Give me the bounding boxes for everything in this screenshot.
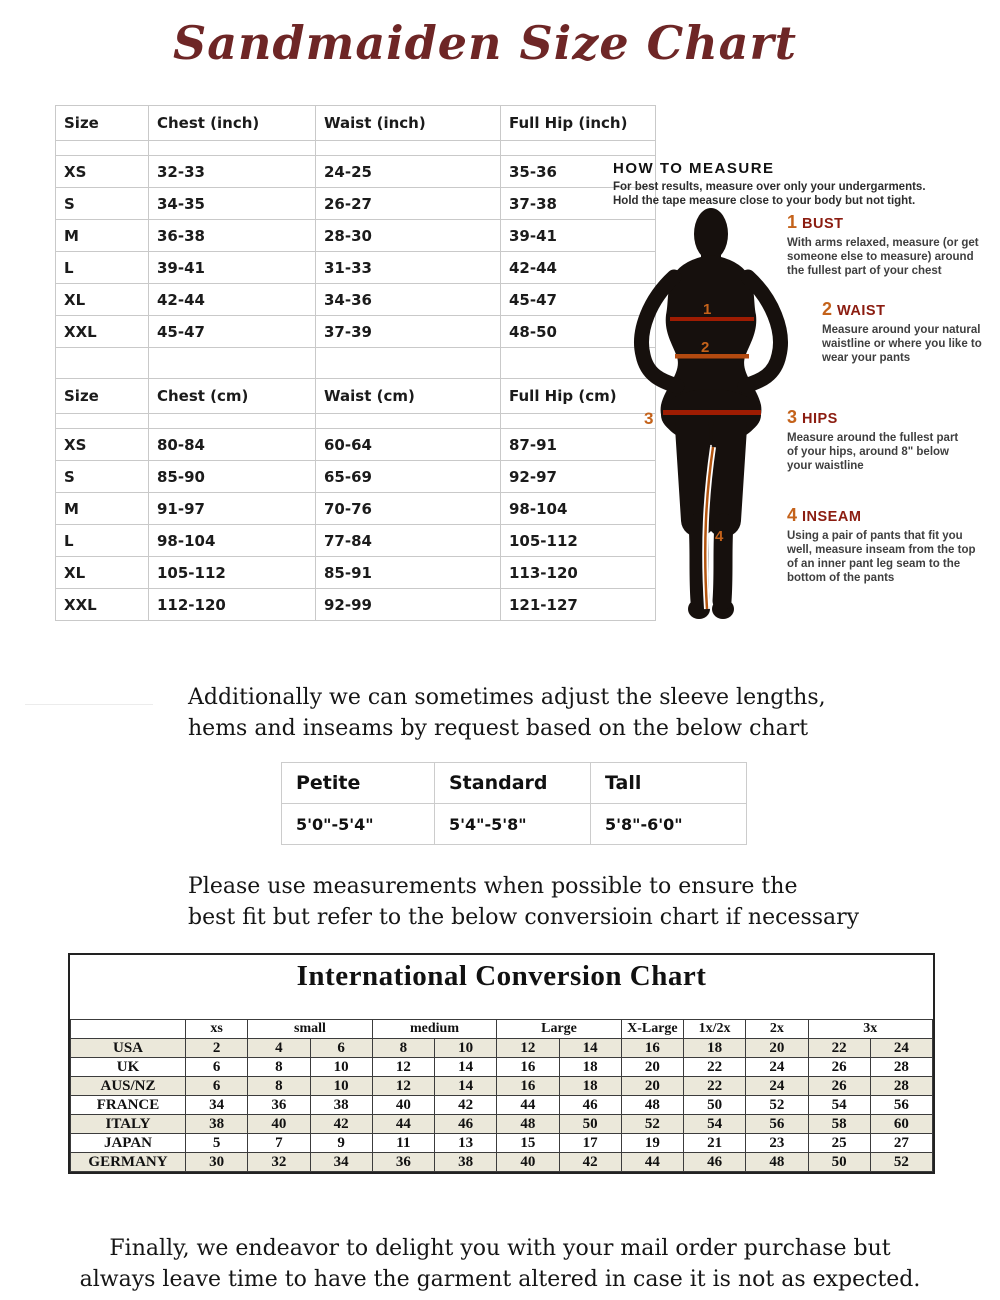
size-cell: 30 <box>186 1153 248 1172</box>
size-cell: 16 <box>497 1077 559 1096</box>
height-value-standard: 5'4"-5'8" <box>435 804 591 845</box>
step-label: BUST <box>802 216 844 232</box>
table-cell: 28-30 <box>316 220 501 252</box>
height-header-row <box>282 763 747 804</box>
country-cell: ITALY <box>71 1115 186 1134</box>
size-cell: 13 <box>435 1134 497 1153</box>
table-cell: 31-33 <box>316 252 501 284</box>
size-cell: 7 <box>248 1134 310 1153</box>
size-cell: 42 <box>435 1096 497 1115</box>
size-cell: 44 <box>497 1096 559 1115</box>
size-spacer-row <box>56 414 656 429</box>
size-data-row <box>56 252 656 284</box>
size-data-row <box>56 461 656 493</box>
size-data-row <box>56 429 656 461</box>
country-cell: JAPAN <box>71 1134 186 1153</box>
table-cell: M <box>56 220 149 252</box>
table-cell <box>316 348 501 379</box>
size-group-header: 1x/2x <box>684 1020 746 1039</box>
table-cell <box>149 414 316 429</box>
size-cell: 2 <box>186 1039 248 1058</box>
conversion-chart-title: International Conversion Chart <box>296 960 707 992</box>
size-cell: 38 <box>435 1153 497 1172</box>
size-cell: 48 <box>746 1153 808 1172</box>
step-text: With arms relaxed, measure (or get someone else to measure) around the fullest part of your chest <box>787 237 979 277</box>
height-value-petite: 5'0"-5'4" <box>282 804 435 845</box>
adjustment-note-line-1: Additionally we can sometimes adjust the sleeve lengths, <box>188 685 826 710</box>
size-data-row <box>56 493 656 525</box>
table-cell: L <box>56 525 149 557</box>
size-cell: 54 <box>684 1115 746 1134</box>
size-cell: 25 <box>808 1134 870 1153</box>
size-cell: 19 <box>621 1134 683 1153</box>
size-group-header: 3x <box>808 1020 933 1039</box>
figure-marker-hips: 3 <box>644 409 654 428</box>
table-cell: 87-91 <box>501 429 656 461</box>
size-group-header: Large <box>497 1020 622 1039</box>
waist-line <box>675 354 749 359</box>
size-cell: 52 <box>870 1153 932 1172</box>
step-number: 4 <box>787 505 803 525</box>
size-cell: 15 <box>497 1134 559 1153</box>
measure-step-bust <box>787 213 992 278</box>
table-cell: 26-27 <box>316 188 501 220</box>
table-cell: 48-50 <box>501 316 656 348</box>
size-cell: 42 <box>310 1115 372 1134</box>
table-cell: 112-120 <box>149 589 316 621</box>
size-data-row <box>56 557 656 589</box>
final-note-line-1: Finally, we endeavor to delight you with your mail order purchase but <box>109 1236 891 1261</box>
table-cell: 32-33 <box>149 156 316 188</box>
table-cell: 42-44 <box>501 252 656 284</box>
table-cell: 60-64 <box>316 429 501 461</box>
table-cell: XS <box>56 156 149 188</box>
fit-note-line-2: best fit but refer to the below conversioin chart if necessary <box>188 905 860 930</box>
size-cell: 38 <box>186 1115 248 1134</box>
measure-step-hips <box>787 408 959 473</box>
measure-step-waist <box>822 300 984 365</box>
table-cell: 39-41 <box>149 252 316 284</box>
size-cell: 22 <box>808 1039 870 1058</box>
size-cell: 24 <box>746 1077 808 1096</box>
size-cell: 50 <box>684 1096 746 1115</box>
step-label: WAIST <box>837 303 886 319</box>
table-cell: Full Hip (cm) <box>501 379 656 414</box>
size-data-row <box>56 284 656 316</box>
size-cell: 40 <box>248 1115 310 1134</box>
size-group-header: small <box>248 1020 373 1039</box>
size-cell: 16 <box>621 1039 683 1058</box>
size-cell: 8 <box>372 1039 434 1058</box>
table-cell: 98-104 <box>501 493 656 525</box>
section-gap-row <box>56 348 656 379</box>
size-cell: 14 <box>435 1077 497 1096</box>
size-cell: 58 <box>808 1115 870 1134</box>
size-cell: 20 <box>621 1058 683 1077</box>
adjustment-note <box>188 682 826 744</box>
table-cell: Waist (inch) <box>316 106 501 141</box>
step-heading <box>787 506 983 526</box>
table-cell: 42-44 <box>149 284 316 316</box>
table-cell: 65-69 <box>316 461 501 493</box>
size-cell: 18 <box>684 1039 746 1058</box>
size-cell: 18 <box>559 1077 621 1096</box>
size-cell: 26 <box>808 1058 870 1077</box>
table-cell <box>149 141 316 156</box>
table-cell: L <box>56 252 149 284</box>
table-cell: 45-47 <box>501 284 656 316</box>
size-cell: 14 <box>559 1039 621 1058</box>
size-cell: 28 <box>870 1058 932 1077</box>
table-cell: S <box>56 188 149 220</box>
size-data-row <box>56 316 656 348</box>
size-cell: 48 <box>497 1115 559 1134</box>
step-label: HIPS <box>802 411 838 427</box>
step-text: Measure around the fullest part of your hips, around 8" below your waistline <box>787 432 959 472</box>
size-cell: 23 <box>746 1134 808 1153</box>
size-data-row <box>56 156 656 188</box>
size-cell: 40 <box>372 1096 434 1115</box>
final-note <box>0 1233 1000 1295</box>
table-cell: 35-36 <box>501 156 656 188</box>
size-header-row <box>56 106 656 141</box>
size-cell: 42 <box>559 1153 621 1172</box>
size-cell: 18 <box>559 1058 621 1077</box>
figure-marker-inseam: 4 <box>715 528 724 545</box>
size-cell: 16 <box>497 1058 559 1077</box>
height-category-table <box>281 762 747 845</box>
height-value-row <box>282 804 747 845</box>
step-number: 3 <box>787 407 803 427</box>
size-cell: 46 <box>435 1115 497 1134</box>
height-header-standard: Standard <box>435 763 591 804</box>
table-cell <box>501 141 656 156</box>
size-cell: 46 <box>559 1096 621 1115</box>
size-cell: 12 <box>372 1077 434 1096</box>
subtitle-line-1: For best results, measure over only your undergarments. <box>613 181 926 193</box>
conversion-row-aus-nz <box>71 1077 933 1096</box>
size-data-row <box>56 525 656 557</box>
size-cell: 56 <box>746 1115 808 1134</box>
table-cell <box>56 348 149 379</box>
final-note-line-2: always leave time to have the garment altered in case it is not as expected. <box>79 1267 921 1292</box>
table-cell: 80-84 <box>149 429 316 461</box>
table-cell: 37-39 <box>316 316 501 348</box>
size-cell: 34 <box>310 1153 372 1172</box>
size-cell: 20 <box>621 1077 683 1096</box>
size-cell: 60 <box>870 1115 932 1134</box>
size-cell: 44 <box>372 1115 434 1134</box>
table-cell <box>316 414 501 429</box>
table-cell: 92-99 <box>316 589 501 621</box>
table-cell: 85-90 <box>149 461 316 493</box>
subtitle-line-2: Hold the tape measure close to your body but not tight. <box>613 195 916 207</box>
height-header-tall: Tall <box>591 763 747 804</box>
how-to-measure-subtitle <box>613 180 926 208</box>
table-cell <box>56 414 149 429</box>
fit-note-line-1: Please use measurements when possible to ensure the <box>188 874 798 899</box>
size-group-header: 2x <box>746 1020 808 1039</box>
size-cell: 6 <box>186 1077 248 1096</box>
how-to-measure-title: HOW TO MEASURE <box>613 160 775 177</box>
table-cell <box>316 141 501 156</box>
height-header-petite: Petite <box>282 763 435 804</box>
table-cell: XS <box>56 429 149 461</box>
table-cell: 34-35 <box>149 188 316 220</box>
size-cell: 10 <box>435 1039 497 1058</box>
step-heading <box>822 300 984 320</box>
step-heading <box>787 213 992 233</box>
table-cell: M <box>56 493 149 525</box>
table-cell: XL <box>56 557 149 589</box>
table-cell: 121-127 <box>501 589 656 621</box>
table-cell: XXL <box>56 316 149 348</box>
size-cell: 8 <box>248 1077 310 1096</box>
size-cell: 10 <box>310 1058 372 1077</box>
conversion-row-germany <box>71 1153 933 1172</box>
step-heading <box>787 408 959 428</box>
table-cell: Size <box>56 106 149 141</box>
size-cell: 17 <box>559 1134 621 1153</box>
size-cell: 9 <box>310 1134 372 1153</box>
step-label: INSEAM <box>802 509 862 525</box>
size-data-row <box>56 589 656 621</box>
size-cell: 54 <box>808 1096 870 1115</box>
measure-step-inseam <box>787 506 983 585</box>
size-cell: 34 <box>186 1096 248 1115</box>
table-cell: 34-36 <box>316 284 501 316</box>
step-number: 2 <box>822 299 838 319</box>
size-cell: 40 <box>497 1153 559 1172</box>
table-cell: 36-38 <box>149 220 316 252</box>
size-header-row <box>56 379 656 414</box>
table-cell: S <box>56 461 149 493</box>
size-cell: 12 <box>372 1058 434 1077</box>
size-group-header: X-Large <box>621 1020 683 1039</box>
table-cell: 70-76 <box>316 493 501 525</box>
size-group-header: medium <box>372 1020 497 1039</box>
size-data-row <box>56 220 656 252</box>
size-cell: 50 <box>808 1153 870 1172</box>
table-cell: 37-38 <box>501 188 656 220</box>
size-cell: 38 <box>310 1096 372 1115</box>
size-cell: 24 <box>746 1058 808 1077</box>
table-cell <box>56 141 149 156</box>
size-cell: 27 <box>870 1134 932 1153</box>
conversion-row-japan <box>71 1134 933 1153</box>
table-cell: Chest (cm) <box>149 379 316 414</box>
bust-line <box>670 317 754 321</box>
table-cell: XXL <box>56 589 149 621</box>
size-cell: 52 <box>746 1096 808 1115</box>
table-cell: 91-97 <box>149 493 316 525</box>
size-cell: 5 <box>186 1134 248 1153</box>
country-cell: FRANCE <box>71 1096 186 1115</box>
table-cell: Chest (inch) <box>149 106 316 141</box>
size-cell: 8 <box>248 1058 310 1077</box>
conversion-chart <box>68 953 935 1174</box>
table-cell: 85-91 <box>316 557 501 589</box>
size-cell: 21 <box>684 1134 746 1153</box>
size-spacer-row <box>56 141 656 156</box>
size-cell: 50 <box>559 1115 621 1134</box>
step-text: Measure around your natural waistline or where you like to wear your pants <box>822 324 982 364</box>
size-cell: 56 <box>870 1096 932 1115</box>
table-cell: 24-25 <box>316 156 501 188</box>
size-cell: 44 <box>621 1153 683 1172</box>
size-cell: 36 <box>248 1096 310 1115</box>
table-cell: Full Hip (inch) <box>501 106 656 141</box>
size-cell: 22 <box>684 1058 746 1077</box>
size-cell: 24 <box>870 1039 932 1058</box>
size-measurement-table <box>55 105 656 621</box>
size-cell: 36 <box>372 1153 434 1172</box>
size-cell: 28 <box>870 1077 932 1096</box>
table-cell: 39-41 <box>501 220 656 252</box>
faint-divider-line <box>25 704 153 705</box>
size-cell: 20 <box>746 1039 808 1058</box>
table-cell: 105-112 <box>149 557 316 589</box>
size-cell: 22 <box>684 1077 746 1096</box>
size-cell: 4 <box>248 1039 310 1058</box>
size-cell: 52 <box>621 1115 683 1134</box>
conversion-row-usa <box>71 1039 933 1058</box>
table-cell <box>149 348 316 379</box>
size-cell: 11 <box>372 1134 434 1153</box>
table-cell: 77-84 <box>316 525 501 557</box>
size-cell: 46 <box>684 1153 746 1172</box>
size-cell: 26 <box>808 1077 870 1096</box>
page-title: Sandmaiden Size Chart <box>173 16 797 70</box>
blank-corner-cell <box>71 1020 186 1039</box>
fit-note <box>188 871 859 933</box>
conversion-row-italy <box>71 1115 933 1134</box>
size-cell: 6 <box>310 1039 372 1058</box>
size-cell: 32 <box>248 1153 310 1172</box>
country-cell: GERMANY <box>71 1153 186 1172</box>
table-cell: 45-47 <box>149 316 316 348</box>
size-cell: 10 <box>310 1077 372 1096</box>
size-cell: 14 <box>435 1058 497 1077</box>
table-cell: 92-97 <box>501 461 656 493</box>
country-cell: UK <box>71 1058 186 1077</box>
table-cell: XL <box>56 284 149 316</box>
country-cell: USA <box>71 1039 186 1058</box>
height-value-tall: 5'8"-6'0" <box>591 804 747 845</box>
table-cell: 98-104 <box>149 525 316 557</box>
size-group-header: xs <box>186 1020 248 1039</box>
table-cell: 113-120 <box>501 557 656 589</box>
step-text: Using a pair of pants that fit you well, measure inseam from the top of an inner pant leg seam to the bottom of the pants <box>787 530 976 584</box>
table-cell: Waist (cm) <box>316 379 501 414</box>
size-data-row <box>56 188 656 220</box>
table-cell: Size <box>56 379 149 414</box>
figure-marker-waist: 2 <box>701 339 710 356</box>
hip-line <box>663 410 761 415</box>
conversion-header-row <box>71 1020 933 1039</box>
step-number: 1 <box>787 212 803 232</box>
conversion-row-france <box>71 1096 933 1115</box>
conversion-row-uk <box>71 1058 933 1077</box>
figure-marker-bust: 1 <box>703 301 712 318</box>
country-cell: AUS/NZ <box>71 1077 186 1096</box>
adjustment-note-line-2: hems and inseams by request based on the below chart <box>188 716 809 741</box>
size-cell: 12 <box>497 1039 559 1058</box>
size-cell: 48 <box>621 1096 683 1115</box>
size-cell: 6 <box>186 1058 248 1077</box>
table-cell: 105-112 <box>501 525 656 557</box>
conversion-table <box>70 1019 933 1172</box>
